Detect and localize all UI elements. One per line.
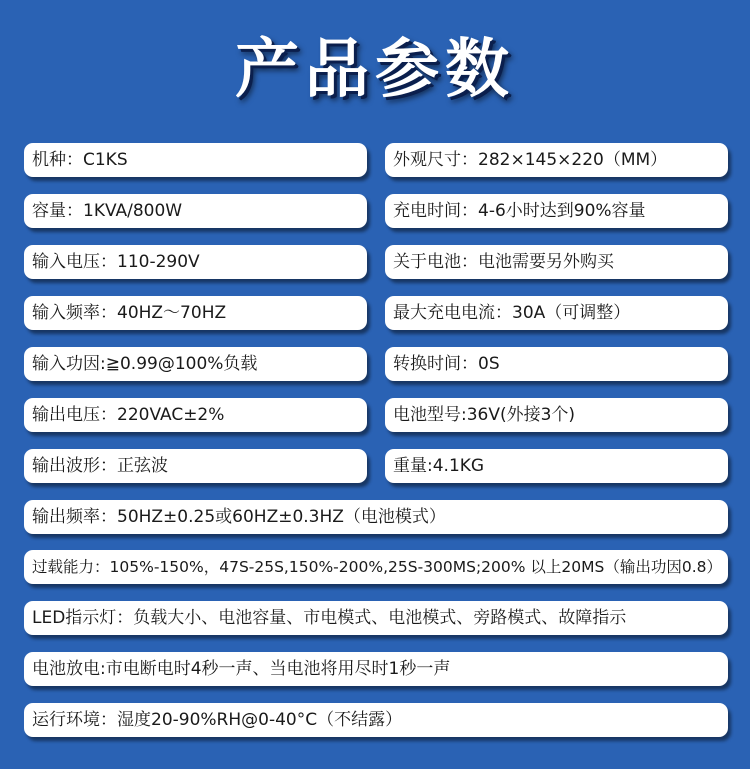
spec-row	[24, 703, 728, 737]
spec-max-charge-current: 最大充电电流：30A（可调整）	[385, 296, 728, 330]
spec-row	[24, 245, 728, 279]
spec-weight: 重量:4.1KG	[385, 449, 728, 483]
spec-battery-discharge: 电池放电:市电断电时4秒一声、当电池将用尽时1秒一声	[24, 652, 728, 686]
spec-dimensions: 外观尺寸：282×145×220（MM）	[385, 143, 728, 177]
spec-row	[24, 449, 728, 483]
spec-row	[24, 194, 728, 228]
spec-operating-environment: 运行环境：湿度20-90%RH@0-40°C（不结露）	[24, 703, 728, 737]
spec-charge-time: 充电时间：4-6小时达到90%容量	[385, 194, 728, 228]
spec-row	[24, 143, 728, 177]
spec-row	[24, 601, 728, 635]
page-title: 产品参数	[235, 33, 515, 107]
spec-row	[24, 296, 728, 330]
spec-battery-type: 电池型号:36V(外接3个)	[385, 398, 728, 432]
spec-output-waveform: 输出波形：正弦波	[24, 449, 367, 483]
spec-row	[24, 652, 728, 686]
spec-row	[24, 347, 728, 381]
spec-input-voltage: 输入电压：110-290V	[24, 245, 367, 279]
spec-row	[24, 398, 728, 432]
spec-overload-capacity: 过载能力：105%-150%，47S-25S,150%-200%,25S-300MS;200% 以上20MS（输出功因0.8）	[24, 550, 728, 584]
spec-capacity: 容量：1KVA/800W	[24, 194, 367, 228]
spec-led-indicators: LED指示灯：负载大小、电池容量、市电模式、电池模式、旁路模式、故障指示	[24, 601, 728, 635]
spec-transfer-time: 转换时间：0S	[385, 347, 728, 381]
spec-output-frequency: 输出频率：50HZ±0.25或60HZ±0.3HZ（电池模式）	[24, 500, 728, 534]
spec-model: 机种：C1KS	[24, 143, 367, 177]
spec-battery-note: 关于电池：电池需要另外购买	[385, 245, 728, 279]
spec-row	[24, 500, 728, 534]
spec-input-power-factor: 输入功因:≧0.99@100%负载	[24, 347, 367, 381]
spec-output-voltage: 输出电压：220VAC±2%	[24, 398, 367, 432]
spec-input-frequency: 输入频率：40HZ～70HZ	[24, 296, 367, 330]
spec-row	[24, 550, 728, 584]
